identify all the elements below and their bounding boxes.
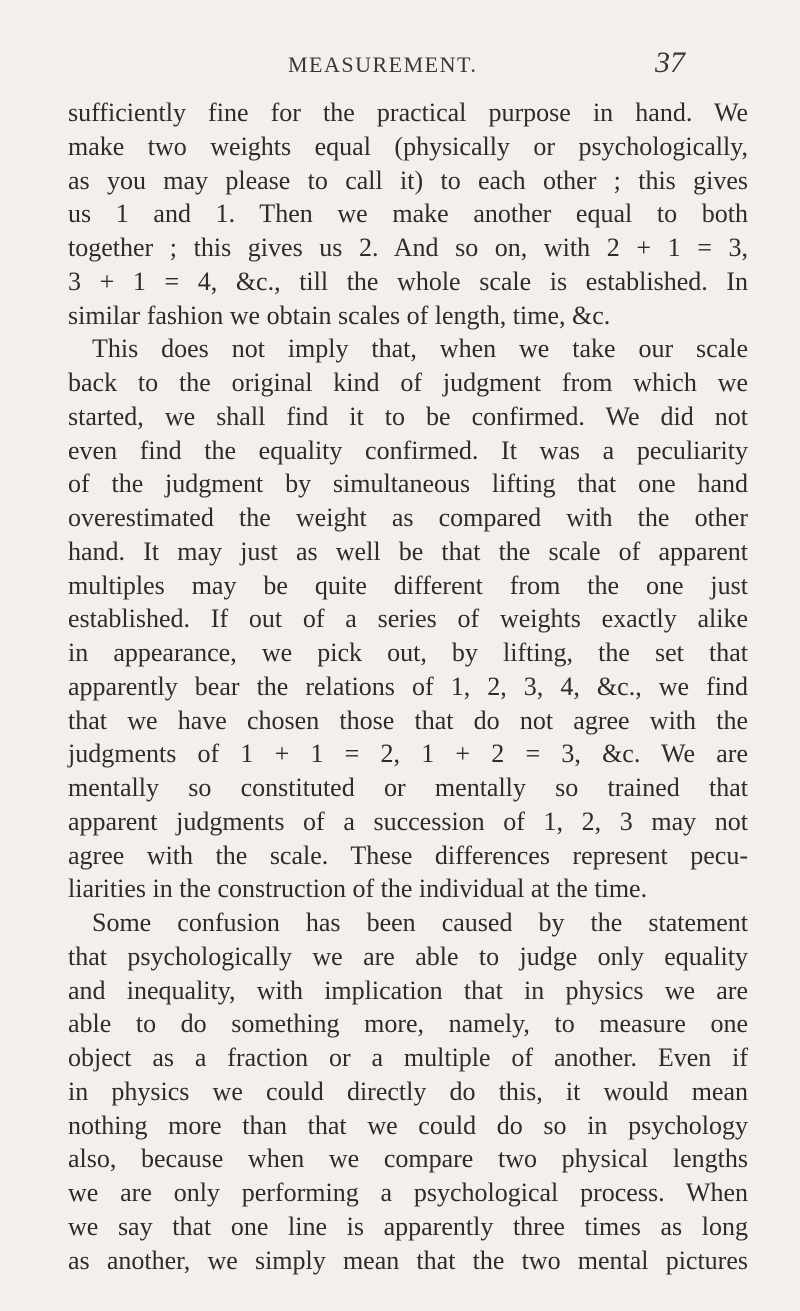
text-line: liarities in the construction of the individual at the time. — [68, 874, 648, 904]
text-line: we are only performing a psychological process. When — [68, 1178, 748, 1207]
text-line: that psychologically we are able to judge only equality — [68, 941, 748, 971]
text-line: even find the equality confirmed. It was a peculiarity — [68, 435, 748, 465]
text-line: judgments of 1 + 1 = 2, 1 + 2 = 3, &c. We are — [68, 739, 748, 769]
text-line: apparently bear the relations of 1, 2, 3, 4, &c., we find — [68, 671, 748, 701]
text-line: overestimated the weight as compared with the other — [68, 503, 748, 532]
text-line: that we have chosen those that do not agree with the — [68, 705, 748, 735]
text-line: able to do something more, namely, to measure one — [68, 1009, 748, 1039]
text-line: as you may please to call it) to each other ; this gives — [68, 165, 748, 195]
text-line: we say that one line is apparently three times as long — [68, 1211, 748, 1241]
text-line: similar fashion we obtain scales of length, time, &c. — [68, 300, 611, 330]
page-number: 37 — [655, 46, 685, 79]
text-line: started, we shall find it to be confirmed. We did not — [68, 401, 748, 431]
text-line: Some confusion has been caused by the statement — [92, 908, 748, 937]
text-line: make two weights equal (physically or psychologically, — [68, 131, 748, 161]
text-line: as another, we simply mean that the two mental pictures — [68, 1245, 748, 1275]
text-line: mentally so constituted or mentally so trained that — [68, 773, 748, 802]
text-line: nothing more than that we could do so in psychology — [68, 1110, 748, 1140]
text-line: and inequality, with implication that in physics we are — [68, 975, 748, 1005]
running-head: MEASUREMENT. — [288, 52, 478, 77]
text-line: established. If out of a series of weights exactly alike — [68, 604, 748, 634]
text-line: together ; this gives us 2. And so on, with 2 + 1 = 3, — [68, 233, 748, 262]
text-line: multiples may be quite different from the one just — [68, 570, 748, 600]
text-line: hand. It may just as well be that the scale of apparent — [68, 536, 748, 566]
text-line: of the judgment by simultaneous lifting that one hand — [68, 469, 748, 499]
text-line: object as a fraction or a multiple of another. Even if — [68, 1043, 748, 1072]
text-line: us 1 and 1. Then we make another equal to both — [68, 199, 748, 229]
text-line: agree with the scale. These differences represent pecu- — [68, 840, 748, 870]
text-line: also, because when we compare two physical lengths — [68, 1144, 748, 1174]
text-line: apparent judgments of a succession of 1, 2, 3 may not — [68, 806, 748, 836]
text-line: 3 + 1 = 4, &c., till the whole scale is established. In — [68, 266, 748, 296]
body-text — [68, 96, 748, 1277]
text-line: in appearance, we pick out, by lifting, the set that — [68, 638, 748, 667]
text-line: back to the original kind of judgment from which we — [68, 368, 748, 397]
text-line: sufficiently fine for the practical purpose in hand. We — [68, 98, 748, 127]
text-line: This does not imply that, when we take our scale — [92, 334, 748, 364]
text-line: in physics we could directly do this, it would mean — [68, 1076, 748, 1106]
